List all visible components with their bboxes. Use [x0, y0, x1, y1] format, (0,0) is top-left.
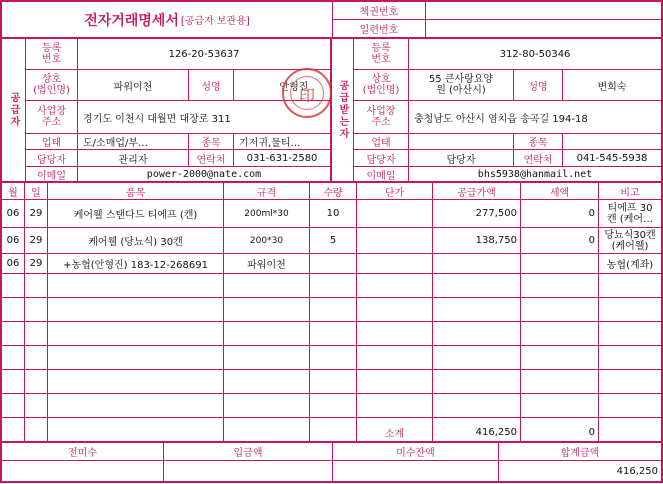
col-day: 일 — [31, 188, 41, 199]
table-row-line — [0, 345, 663, 346]
supplier-item: 기저귀,물티… — [239, 138, 301, 149]
receiver-addr: 충청남도 아산시 염치읍 송곡길 194-18 — [414, 113, 588, 125]
receiver-contact-label: 연락처 — [523, 154, 553, 166]
frame-bottom — [0, 481, 663, 483]
name-line: 55 큰사랑요양 — [428, 74, 494, 85]
supplier-email: power-2000@nate.com — [146, 168, 262, 180]
col-price: 단가 — [384, 188, 405, 199]
subtotal-label: 소계 — [384, 429, 405, 440]
row-supply: 138,750 — [475, 235, 517, 246]
deposit-label: 입금액 — [233, 448, 263, 459]
note-line: (케어웰) — [611, 240, 649, 252]
balance-value — [333, 461, 498, 481]
book-no-label: 책권번호 — [359, 7, 399, 18]
receiver-email-label: 이메일 — [366, 170, 396, 181]
note-line: 티에프 30 — [607, 202, 653, 214]
title-subtitle: [공급자 보관용] — [180, 16, 250, 27]
row-item: 케어웰 스탠다드 티에프 (캔) — [73, 210, 198, 221]
row-note — [599, 200, 661, 227]
table-row-line — [0, 273, 663, 274]
balance-label: 미수잔액 — [396, 448, 435, 459]
label-line: 번호 — [41, 54, 62, 65]
supplier-addr-label — [26, 101, 77, 133]
col-month: 월 — [8, 188, 18, 199]
supplier-tag: 공급자 — [8, 92, 19, 128]
receiver-manager-label: 담당자 — [366, 154, 396, 166]
total-label: 합계금액 — [560, 448, 600, 459]
company-seal — [282, 68, 332, 118]
receiver-addr-label — [354, 101, 408, 133]
receiver-manager: 담당자 — [446, 154, 476, 166]
row-tax — [521, 254, 598, 273]
row-month: 06 — [6, 235, 20, 246]
table-row-line — [0, 297, 663, 298]
row-price — [357, 254, 432, 273]
deposit-value — [164, 461, 332, 481]
receiver-biz-label: 업태 — [371, 138, 391, 149]
supplier-addr: 경기도 이천시 대월면 대장로 311 — [83, 113, 231, 125]
note-line: 캔 (케어… — [606, 213, 654, 225]
row-day: 29 — [29, 258, 43, 269]
row-supply — [433, 254, 520, 273]
row-day: 29 — [29, 235, 43, 246]
label-line: 주소 — [371, 117, 391, 128]
total-value: 416,250 — [616, 465, 658, 477]
row-price — [357, 200, 432, 227]
supplier-biz: 도/소매업/부… — [83, 138, 149, 149]
unpaid-label: 전미수 — [68, 448, 97, 459]
col-note: 비고 — [620, 188, 640, 199]
subtotal-tax: 0 — [588, 427, 595, 438]
row-month: 06 — [6, 258, 20, 269]
supplier-name-label — [26, 70, 77, 100]
title-text: 전자거래명세서 — [84, 12, 179, 29]
receiver-email: bhs5938@hanmail.net — [477, 168, 593, 180]
party-bottom — [0, 181, 663, 183]
row-note: 농협(계좌) — [606, 260, 654, 271]
row-note — [599, 228, 661, 253]
supplier-email-label: 이메일 — [37, 170, 66, 181]
label-line: 주소 — [41, 117, 62, 128]
row-supply: 277,500 — [475, 208, 517, 219]
note-line: 당뇨식30캔 — [604, 229, 656, 241]
label-line: 상호 — [41, 74, 62, 85]
table-row-line — [0, 393, 663, 394]
row-spec: 200ml*30 — [244, 208, 289, 219]
table-row-line — [0, 321, 663, 322]
row-qty — [310, 254, 356, 273]
row-qty: 5 — [329, 235, 337, 246]
supplier-ceo-label: 성명 — [201, 81, 221, 93]
subtotal-supply: 416,250 — [475, 427, 517, 438]
label-line: 등록 — [371, 43, 391, 54]
row-item: +농협(안형진) 183-12-268691 — [63, 260, 208, 271]
receiver-biz — [411, 134, 513, 149]
supplier-item-label: 종목 — [201, 138, 221, 149]
label-line: (법인명) — [362, 85, 400, 96]
receiver-name — [409, 70, 513, 100]
col-spec: 규격 — [256, 188, 277, 199]
receiver-ceo-label: 성명 — [528, 81, 548, 93]
table-row-line — [0, 369, 663, 370]
receiver-ceo: 변희숙 — [597, 81, 627, 93]
name-line: 원 (아산시) — [436, 85, 486, 96]
col-item: 품목 — [125, 188, 146, 199]
receiver-name-label — [354, 70, 408, 100]
serial-no-label: 일련번호 — [359, 25, 399, 36]
supplier-contact: 031-631-2580 — [246, 152, 318, 164]
row-spec: 파워이천 — [247, 260, 286, 271]
supplier-reg-no: 126-20-53637 — [168, 48, 240, 60]
label-line: 상호 — [371, 74, 391, 85]
row-day: 29 — [29, 208, 43, 219]
row-spec: 200*30 — [249, 235, 284, 246]
supplier-manager: 관리자 — [118, 154, 148, 166]
row-tax: 0 — [588, 235, 595, 246]
row-tax: 0 — [588, 208, 595, 219]
supplier-name: 파워이천 — [113, 81, 153, 93]
document-title — [2, 2, 332, 37]
label-line: (법인명) — [33, 85, 70, 96]
label-line: 번호 — [371, 54, 391, 65]
supplier-ceo: 안형진 — [279, 81, 309, 93]
col-tax: 세액 — [549, 188, 570, 199]
supplier-biz-label: 업태 — [41, 138, 62, 149]
receiver-reg-no: 312-80-50346 — [499, 48, 571, 60]
row-price — [357, 228, 432, 253]
receiver-item-label: 종목 — [528, 138, 548, 149]
supplier-manager-label: 담당자 — [37, 154, 66, 166]
receiver-tag: 공급받는자 — [337, 80, 348, 140]
row-item: 케어웰 (당뇨식) 30캔 — [88, 237, 183, 248]
label-line: 사업장 — [37, 106, 66, 117]
unpaid-value — [2, 461, 163, 481]
supplier-reg-label — [26, 39, 77, 69]
receiver-reg-label — [354, 39, 408, 69]
label-line: 사업장 — [366, 106, 396, 117]
receiver-item — [565, 134, 661, 149]
row-qty: 10 — [326, 208, 340, 219]
col-qty: 수량 — [323, 188, 343, 199]
row-month: 06 — [6, 208, 20, 219]
receiver-contact: 041-545-5938 — [576, 152, 648, 164]
supplier-contact-label: 연락처 — [196, 154, 226, 166]
label-line: 등록 — [41, 43, 62, 54]
col-supply: 공급가액 — [457, 188, 496, 199]
